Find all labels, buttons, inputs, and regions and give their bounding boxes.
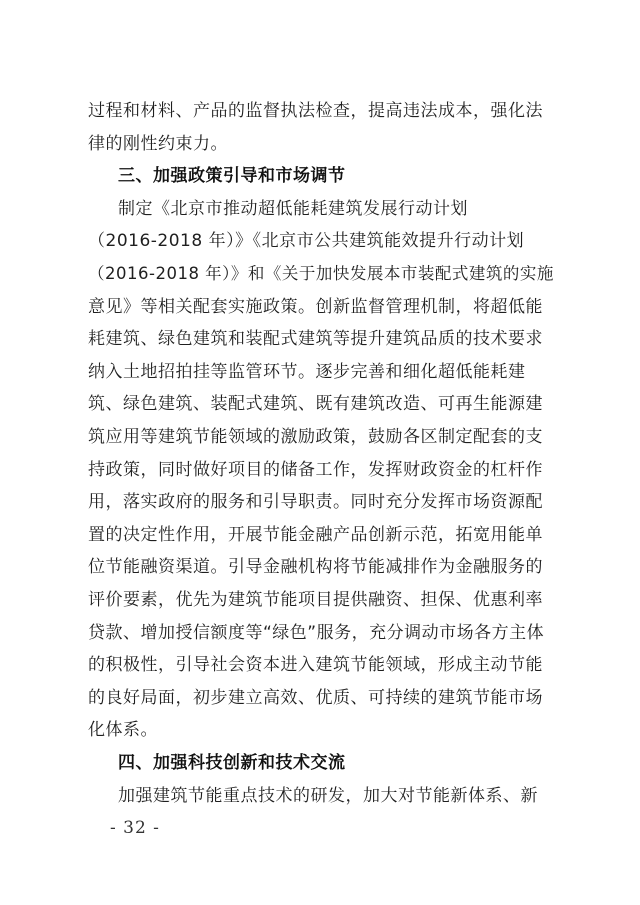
- section-heading: 三、加强政策引导和市场调节: [118, 166, 346, 187]
- body-text-line: 的积极性，引导社会资本进入建筑节能领域，形成主动节能: [88, 655, 543, 676]
- body-text-line: 的良好局面，初步建立高效、优质、可持续的建筑节能市场: [88, 687, 543, 708]
- body-text-line: 化体系。: [88, 720, 158, 741]
- body-text-line: （2016-2018 年）》《北京市公共建筑能效提升行动计划: [88, 231, 525, 252]
- body-text-line: （2016-2018 年）》和《关于加快发展本市装配式建筑的实施: [88, 264, 554, 283]
- body-text-line: 律的刚性约束力。: [88, 133, 228, 154]
- body-text-line: 制定《北京市推动超低能耗建筑发展行动计划: [118, 198, 468, 219]
- body-text-line: 耗建筑、绿色建筑和装配式建筑等提升建筑品质的技术要求: [88, 329, 543, 350]
- body-text-line: 筑应用等建筑节能领域的激励政策，鼓励各区制定配套的支: [88, 427, 543, 447]
- page-number: - 32 -: [110, 818, 160, 839]
- body-text-line: 过程和材料、产品的监督执法检查，提高违法成本，强化法: [88, 101, 543, 121]
- body-text-line: 加强建筑节能重点技术的研发，加大对节能新体系、新: [118, 785, 538, 806]
- body-text-line: 贷款、增加授信额度等“绿色”服务，充分调动市场各方主体: [88, 622, 545, 643]
- body-text-line: 筑、绿色建筑、装配式建筑、既有建筑改造、可再生能源建: [88, 394, 543, 415]
- body-text-line: 置的决定性作用，开展节能金融产品创新示范，拓宽用能单: [88, 524, 543, 545]
- body-text-line: 用，落实政府的服务和引导职责。同时充分发挥市场资源配: [88, 492, 543, 513]
- body-text-line: 纳入土地招拍挂等监管环节。逐步完善和细化超低能耗建: [88, 361, 526, 382]
- body-text-line: 位节能融资渠道。引导金融机构将节能减排作为金融服务的: [88, 557, 543, 578]
- section-heading: 四、加强科技创新和技术交流: [118, 753, 346, 773]
- body-text-line: 意见》等相关配套实施政策。创新监督管理机制，将超低能: [88, 296, 543, 317]
- body-text-line: 持政策，同时做好项目的储备工作，发挥财政资金的杠杆作: [88, 459, 543, 480]
- body-text-line: 评价要素，优先为建筑节能项目提供融资、担保、优惠利率: [88, 590, 543, 610]
